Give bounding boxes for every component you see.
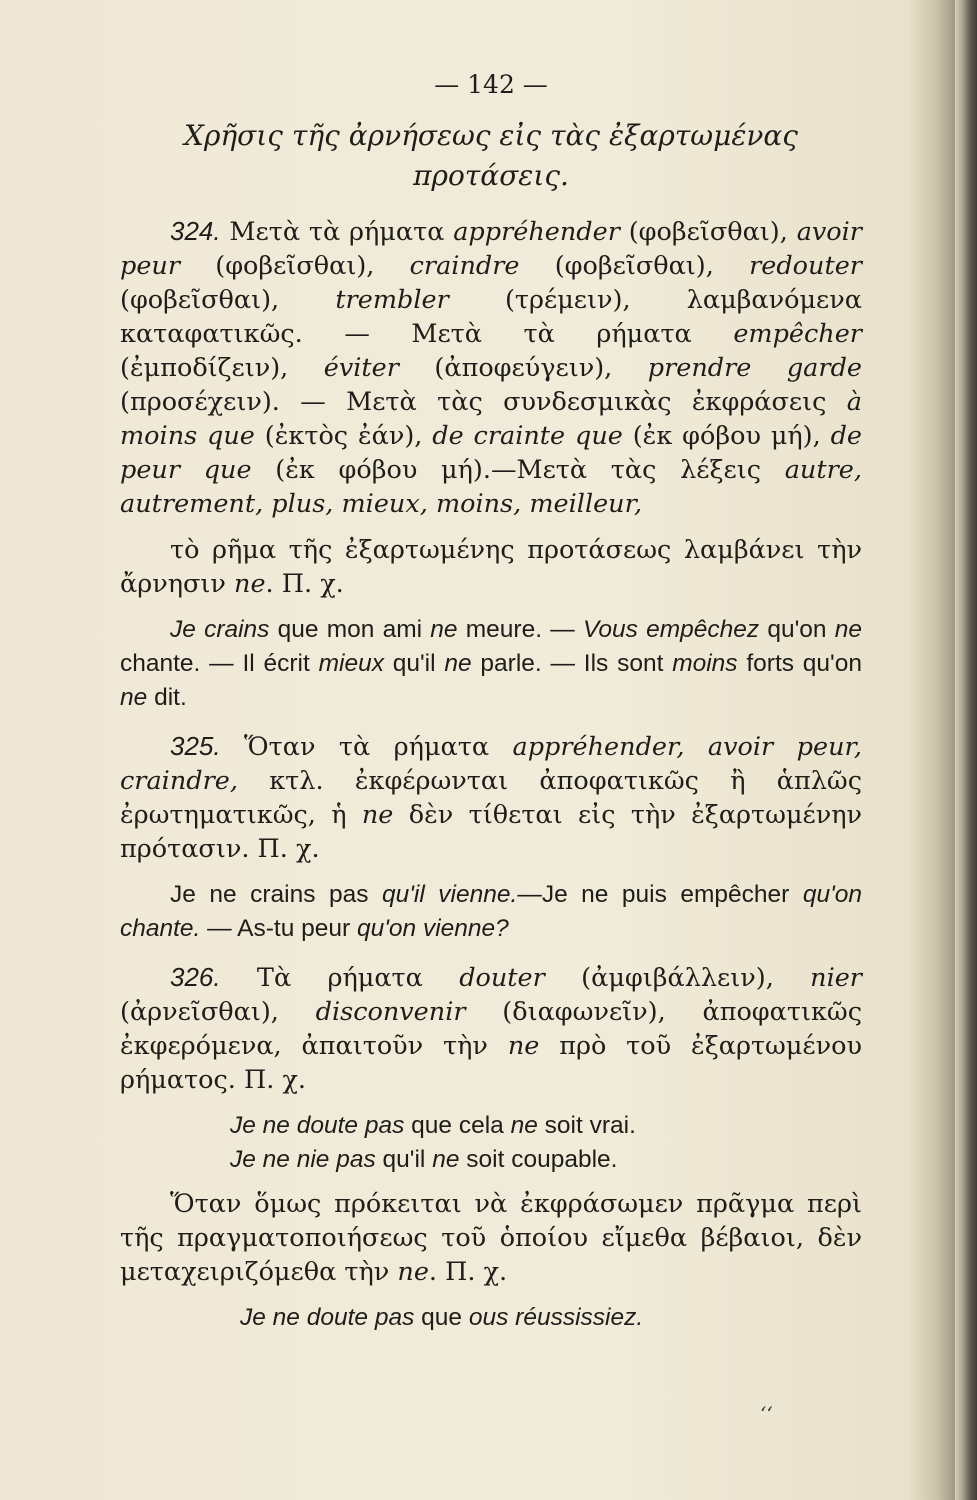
text: . Π. χ. [265,569,344,599]
spacer [120,1177,862,1187]
french-term: Je ne doute pas [240,1304,415,1331]
paragraph-325 [120,729,862,866]
text-column [120,60,862,1335]
example-324 [120,613,862,715]
french-term: nier [810,963,862,993]
paragraph-324-rule [120,533,862,601]
paragraph-number: 324. [170,216,221,246]
text: soit vrai. [537,1112,636,1139]
text: (φοβεῖσθαι), [619,217,797,247]
text: qu'on [759,616,835,643]
text: (προσέχειν). — Μετὰ τὰς συνδεσμικὰς ἐκφράσεις [120,387,847,417]
text: dit. [147,684,187,711]
french-term: Je ne doute pas [230,1112,405,1139]
text: Μετὰ τὰ ρήματα [220,217,454,247]
text: (ἀμφιβάλλειν), [544,963,811,993]
text: δὲν τίθεται εἰς τὴν ἐξαρτωμένην πρότασιν. Π. χ. [120,800,863,864]
french-term: ne [120,684,148,711]
paragraph-326-note [120,1187,862,1289]
french-term: qu'on chante. [120,881,863,942]
text: (τρέμειν), λαμβανόμενα καταφατικῶς. — Μετὰ τὰ ρήματα [120,285,862,349]
text: —Je ne puis empêcher [517,881,803,908]
book-edge [955,0,977,1500]
french-term: prendre garde [647,353,862,383]
french-term: Je crains [170,616,270,643]
french-term: mieux [318,650,384,677]
example-325 [120,878,862,946]
paragraph-number: 325. [170,731,221,761]
text: forts qu'on [737,650,862,677]
page-number: — 142 — [434,70,548,99]
text: qu'il [383,650,445,677]
text: πρὸ τοῦ ἐξαρτωμένου ρήματος. Π. χ. [120,1031,862,1095]
french-term: autre, autrement, plus, mieux, moins, meilleur, [120,455,862,519]
text: Ὅταν ὅμως πρόκειται νὰ ἐκφράσωμεν πρᾶγμα περὶ τῆς πραγματοποιήσεως τοῦ ὁποίου εἴμεθα βέβαιοι, δὲν μεταχειριζόμεθα τὴν [120,1189,862,1287]
french-term: appréhender [453,217,620,247]
french-term: moins [672,650,738,677]
paragraph-number: 326. [170,962,221,992]
french-term: craindre [409,251,520,281]
french-term: qu'on vienne? [356,915,509,942]
french-term: ne [444,650,472,677]
text: meure. — [457,616,583,643]
text: parle. — Ils sont [471,650,673,677]
french-term: ne [507,1031,540,1061]
text: chante. — Il écrit [120,650,319,677]
text: (ἐκ φόβου μή), [622,421,831,451]
text: qu'il [375,1146,433,1173]
text: κτλ. ἐκφέρωνται ἀποφατικῶς ἢ ἁπλῶς ἐρωτηματικῶς, ἡ [120,766,862,830]
french-term: ne [234,569,266,599]
text: (φοβεῖσθαι), [120,285,336,315]
text: Je ne crains pas [170,881,382,908]
french-term: Vous empêchez [582,616,760,643]
text: (φοβεῖσθαι), [519,251,750,281]
text: (ἐκτὸς ἐάν), [254,421,433,451]
french-term: de peur que [120,421,863,485]
example-326-line [120,1143,862,1177]
section-heading: Χρῆσις τῆς ἀρνήσεως εἰς τὰς ἐξαρτωμένας προτάσεις. [184,119,798,192]
stray-mark: ʻʻ [760,1402,773,1426]
text: que mon ami [269,616,431,643]
french-term: Je ne nie pas [230,1146,376,1173]
french-term: redouter [749,251,862,281]
example-326-line [120,1109,862,1143]
text: que cela [404,1112,511,1139]
french-term: de crainte que [432,421,623,451]
text: (ἐκ φόβου μή).—Μετὰ τὰς λέξεις [251,455,785,485]
french-term: ne [361,800,394,830]
example-326b [120,1301,862,1335]
french-term: disconvenir [315,997,466,1027]
text: . Π. χ. [428,1257,508,1287]
text: que [414,1304,469,1331]
french-term: ne [397,1257,429,1287]
text: Ὅταν τὰ ρήματα [220,732,513,762]
text: soit coupable. [459,1146,618,1173]
text: Τὰ ρήματα [220,963,460,993]
french-term: trembler [335,285,449,315]
french-term: ne [430,616,458,643]
french-term: qu'il vienne. [381,881,518,908]
text: (διαφωνεῖν), ἀποφατικῶς ἐκφερόμενα, ἀπαιτοῦν τὴν [120,997,862,1061]
text: τὸ ρῆμα τῆς ἐξαρτωμένης προτάσεως λαμβάνει τὴν ἄρνησιν [120,535,862,599]
french-term: appréhender, avoir peur, craindre, [120,732,862,796]
paragraph-324 [120,214,862,521]
french-term: à moins que [120,387,862,451]
french-term: douter [459,963,545,993]
text: (ἐμποδίζειν), [120,353,324,383]
french-term: éviter [323,353,399,383]
french-term: empêcher [733,319,862,349]
text: (ἀποφεύγειν), [398,353,648,383]
french-term: ne [432,1146,460,1173]
text: (φοβεῖσθαι), [180,251,410,281]
french-term: ne [834,616,862,643]
french-term: ous réussissiez. [468,1304,644,1331]
french-term: ne [510,1112,538,1139]
text: (ἀρνεῖσθαι), [120,997,316,1027]
text: — As-tu peur [200,915,357,942]
french-term: avoir peur [120,217,862,281]
paragraph-326 [120,960,862,1097]
